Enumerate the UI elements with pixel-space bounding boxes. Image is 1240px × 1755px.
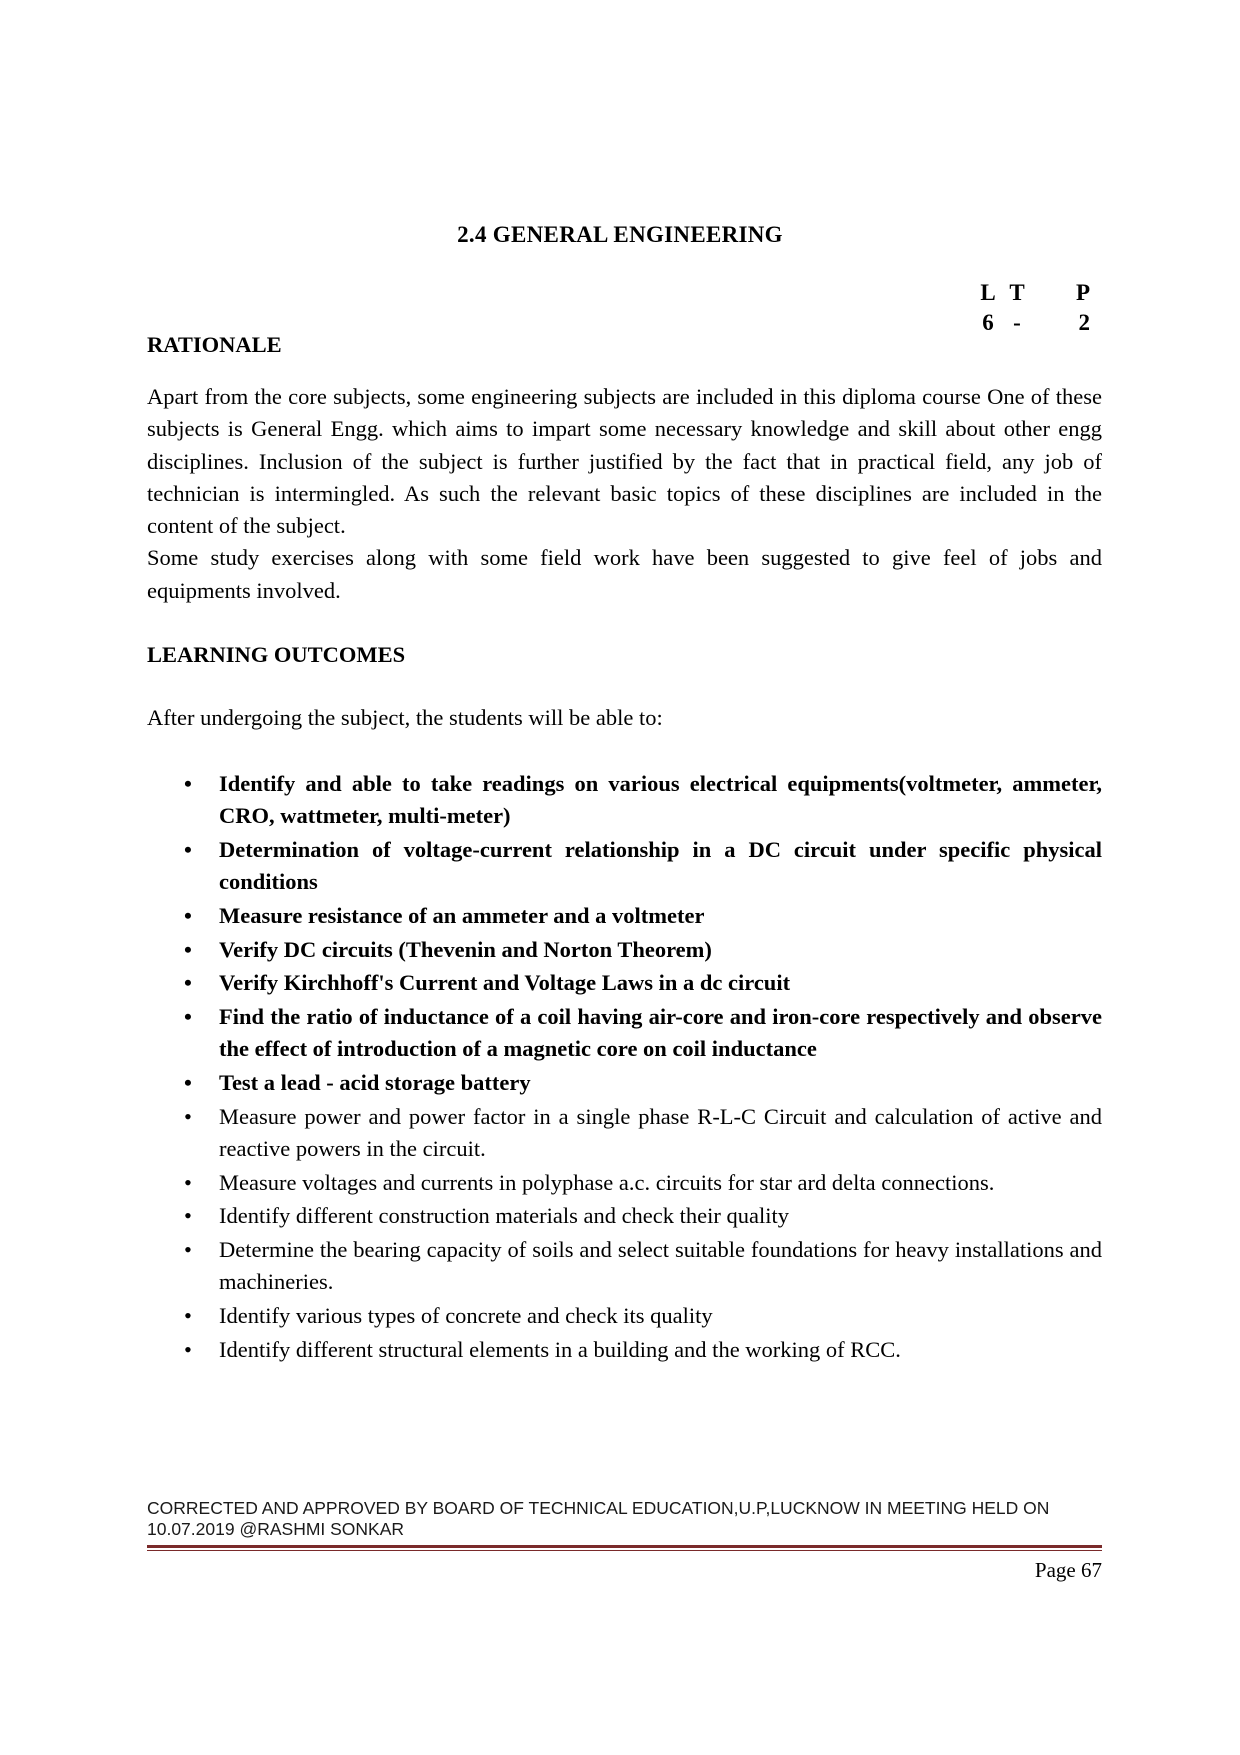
outcome-item xyxy=(147,1001,1102,1066)
outcome-text: Measure resistance of an ammeter and a voltmeter xyxy=(219,902,705,928)
footer-rule-thick xyxy=(147,1545,1102,1548)
outcome-text: Determination of voltage-current relationship in a DC circuit under specific physical conditions xyxy=(219,836,1102,895)
ltp-value-p: 2 xyxy=(1078,310,1090,335)
outcome-text: Identify and able to take readings on various electrical equipments(voltmeter, ammeter, CRO, wattmeter, multi-meter) xyxy=(219,771,1102,829)
footer-rule-thin xyxy=(147,1550,1102,1551)
learning-outcomes-heading: LEARNING OUTCOMES xyxy=(147,642,406,667)
outcome-item xyxy=(147,834,1102,899)
ltp-value-t: - xyxy=(1013,310,1021,335)
ltp-header-t: T xyxy=(1009,280,1025,305)
approval-note-line: 10.07.2019 @RASHMI SONKAR xyxy=(147,1519,405,1539)
rationale-paragraph: Some study exercises along with some field work have been suggested to give feel of jobs and equipments involved. xyxy=(147,545,1102,603)
outcome-item xyxy=(147,900,1102,932)
outcome-text: Identify various types of concrete and check its quality xyxy=(219,1303,713,1329)
bullet-icon: • xyxy=(184,1203,192,1229)
outcome-item xyxy=(147,1101,1102,1166)
ltp-table xyxy=(974,278,1090,338)
bullet-icon: • xyxy=(184,1237,192,1263)
bullet-icon: • xyxy=(184,836,192,862)
bullet-icon: • xyxy=(184,1303,192,1329)
outcome-item xyxy=(147,1067,1102,1099)
bullet-icon: • xyxy=(184,1004,192,1030)
bullet-icon: • xyxy=(184,1169,192,1195)
rationale-heading: RATIONALE xyxy=(147,332,282,357)
ltp-values xyxy=(974,308,1090,338)
bullet-icon: • xyxy=(184,902,192,928)
outcome-text: Measure power and power factor in a single phase R-L-C Circuit and calculation of active and reactive powers in the circuit. xyxy=(219,1103,1102,1161)
bullet-icon: • xyxy=(184,1103,192,1129)
outcome-text: Verify Kirchhoff's Current and Voltage Laws in a dc circuit xyxy=(219,970,791,996)
outcome-item xyxy=(147,1300,1102,1332)
learning-outcomes-intro: After undergoing the subject, the students will be able to: xyxy=(147,705,663,730)
outcome-text: Identify different construction materials and check their quality xyxy=(219,1203,790,1229)
ltp-value-l: 6 xyxy=(982,310,994,335)
outcome-item xyxy=(147,1334,1102,1366)
approval-note xyxy=(147,1498,1102,1540)
outcome-item xyxy=(147,1167,1102,1199)
outcome-text: Verify DC circuits (Thevenin and Norton Theorem) xyxy=(219,936,712,962)
section-title: 2.4 GENERAL ENGINEERING xyxy=(457,222,783,247)
outcome-item xyxy=(147,1234,1102,1299)
rationale-body xyxy=(147,381,1102,607)
bullet-icon: • xyxy=(184,936,192,962)
bullet-icon: • xyxy=(184,1070,192,1096)
outcome-text: Measure voltages and currents in polyphase a.c. circuits for star ard delta connections. xyxy=(219,1169,995,1195)
ltp-headers xyxy=(974,278,1090,308)
outcome-item xyxy=(147,967,1102,999)
outcome-item xyxy=(147,1200,1102,1232)
outcome-text: Determine the bearing capacity of soils and select suitable foundations for heavy installations and machineries. xyxy=(219,1237,1102,1295)
bullet-icon: • xyxy=(184,771,192,796)
bullet-icon: • xyxy=(184,970,192,996)
bullet-icon: • xyxy=(184,1336,192,1362)
outcome-text: Test a lead - acid storage battery xyxy=(219,1070,531,1096)
outcome-text: Identify different structural elements in a building and the working of RCC. xyxy=(219,1336,901,1362)
outcome-text: Find the ratio of inductance of a coil having air-core and iron-core respectively and observe the effect of introduction of a magnetic core on coil inductance xyxy=(219,1004,1102,1062)
rationale-paragraph: Apart from the core subjects, some engineering subjects are included in this diploma course One of these subjects is General Engg. which aims to impart some necessary knowledge and skill about other engg disciplines. Inclusion of the subject is further justified by the fact that in practical field, any job of technician is intermingled. As such the relevant basic topics of these disciplines are included in the content of the subject. xyxy=(147,384,1102,539)
learning-outcomes-list xyxy=(147,768,1102,1367)
outcome-item xyxy=(147,934,1102,966)
ltp-header-p: P xyxy=(1075,280,1090,305)
page-number: Page 67 xyxy=(1034,1558,1102,1582)
outcome-item xyxy=(147,768,1102,833)
approval-note-line: CORRECTED AND APPROVED BY BOARD OF TECHNICAL EDUCATION,U.P,LUCKNOW IN MEETING HELD ON xyxy=(147,1498,1050,1518)
ltp-header-l: L xyxy=(980,280,996,305)
